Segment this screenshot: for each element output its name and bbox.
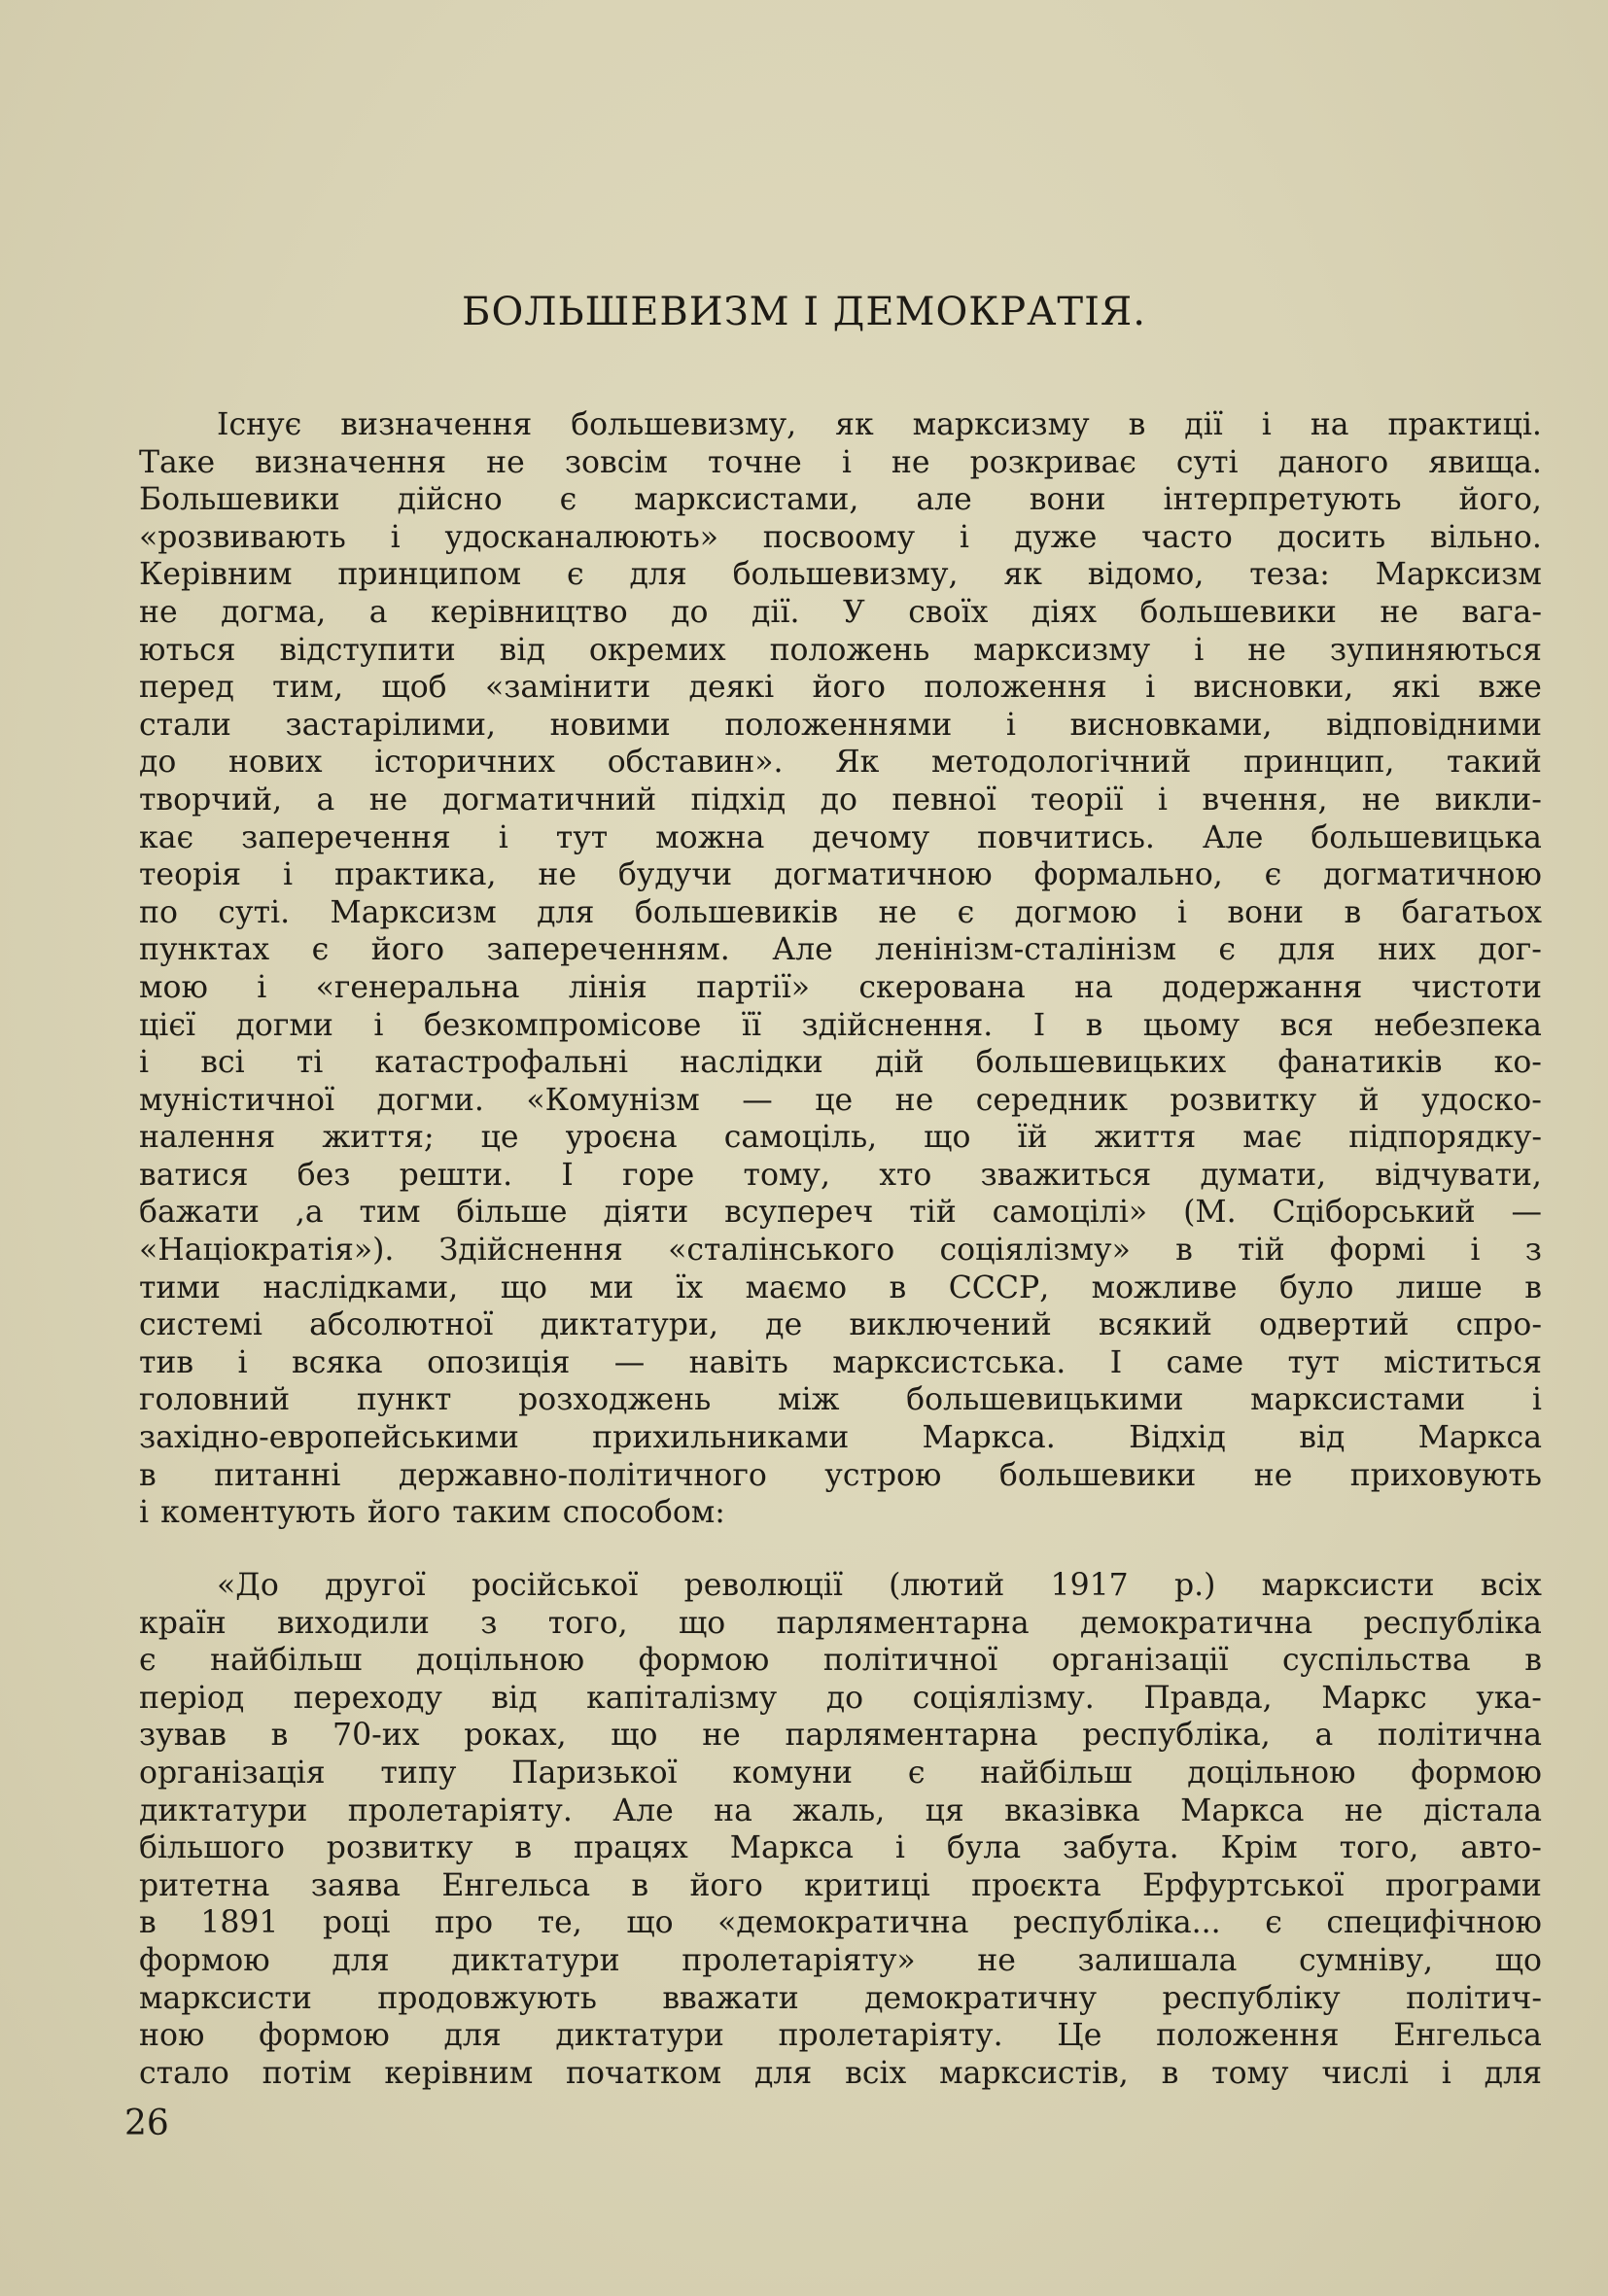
text-line: в 1891 році про те, що «демократична республіка... є специфічною xyxy=(139,1905,1542,1941)
text-line: цієї догми і безкомпромісове її здійснення. І в цьому вся небезпека xyxy=(139,1007,1542,1043)
text-line: налення життя; це уроєна самоціль, що їй життя має підпорядку- xyxy=(139,1120,1542,1156)
text-line: організація типу Паризької комуни є найбільш доцільною формою xyxy=(139,1755,1542,1791)
text-line: тими наслідками, що ми їх маємо в СССР, можливе було лише в xyxy=(139,1270,1542,1305)
text-line: в питанні державно-політичного устрою большевики не приховують xyxy=(139,1457,1542,1493)
text-line: тив і всяка опозиція — навіть марксистська. І саме тут міститься xyxy=(139,1344,1542,1380)
chapter-title: БОЛЬШЕВИЗМ І ДЕМОКРАТІЯ. xyxy=(462,290,1146,334)
text-line: творчий, а не догматичний підхід до певної теорії і вчення, не викли- xyxy=(139,782,1542,818)
text-line: головний пункт розходжень між большевицькими марксистами і xyxy=(139,1382,1542,1418)
text-line: ною формою для диктатури пролетаріяту. Це положення Енгельса xyxy=(139,2018,1542,2054)
text-line: є найбільш доцільною формою політичної організації суспільства в xyxy=(139,1643,1542,1679)
text-line: ритетна заява Енгельса в його критиці проєкта Ерфуртської програми xyxy=(139,1867,1542,1903)
text-line: «Націократія»). Здійснення «сталінського соціялізму» в тій формі і з xyxy=(139,1233,1542,1269)
text-line: марксисти продовжують вважати демократичну республіку політич- xyxy=(139,1980,1542,2016)
text-line: до нових історичних обставин». Як методологічний принцип, такий xyxy=(139,745,1542,781)
text-line: диктатури пролетаріяту. Але на жаль, ця вказівка Маркса не дістала xyxy=(139,1792,1542,1828)
text-line: Большевики дійсно є марксистами, але вони інтерпретують його, xyxy=(139,482,1542,518)
text-line: мою і «генеральна лінія партії» скерована на додержання чистоти xyxy=(139,969,1542,1005)
text-line: зував в 70-их роках, що не парляментарна республіка, а політична xyxy=(139,1718,1542,1754)
text-line: системі абсолютної диктатури, де виключений всякий одвертий спро- xyxy=(139,1307,1542,1343)
text-line: період переходу від капіталізму до соціялізму. Правда, Маркс ука- xyxy=(139,1680,1542,1716)
paragraph-2 xyxy=(139,1567,1542,2092)
text-line: перед тим, щоб «замінити деякі його положення і висновки, які вже xyxy=(139,670,1542,706)
text-line: стали застарілими, новими положеннями і висновками, відповідними xyxy=(139,707,1542,743)
text-line: більшого розвитку в працях Маркса і була забута. Крім того, авто- xyxy=(139,1830,1542,1866)
text-line: «розвивають і удосканалюють» посвоому і дуже часто досить вільно. xyxy=(139,519,1542,555)
text-line: ються відступити від окремих положень марксизму і не зупиняються xyxy=(139,632,1542,668)
text-line: західно-европейськими прихильниками Маркса. Відхід від Маркса xyxy=(139,1420,1542,1456)
text-line: «До другої російської революції (лютий 1917 р.) марксисти всіх xyxy=(217,1568,1542,1603)
text-line: і всі ті катастрофальні наслідки дій большевицьких фанатиків ко- xyxy=(139,1045,1542,1081)
text-line: ватися без решти. І горе тому, хто зважиться думати, відчувати, xyxy=(139,1157,1542,1193)
text-line: Існує визначення большевизму, як марксизму в дії і на практиці. xyxy=(217,407,1542,442)
paragraph-1 xyxy=(139,406,1542,1532)
text-line: бажати ,а тим більше діяти всупереч тій самоцілі» (М. Сціборський — xyxy=(139,1195,1542,1231)
text-line: Керівним принципом є для большевизму, як відомо, теза: Марксизм xyxy=(139,557,1542,593)
text-line: Таке визначення не зовсім точне і не розкриває суті даного явища. xyxy=(139,444,1542,480)
text-line: не догма, а керівництво до дії. У своїх діях большевики не вага- xyxy=(139,594,1542,630)
text-line: теорія і практика, не будучи догматичною формально, є догматичною xyxy=(139,857,1542,893)
text-line: країн виходили з того, що парляментарна демократична республіка xyxy=(139,1605,1542,1641)
text-line: стало потім керівним початком для всіх марксистів, в тому числі і для xyxy=(139,2055,1542,2091)
text-line: формою для диктатури пролетаріяту» не залишала сумніву, що xyxy=(139,1942,1542,1978)
text-line: і коментують його таким способом: xyxy=(139,1495,725,1531)
text-line: муністичної догми. «Комунізм — це не середник розвитку й удоско- xyxy=(139,1082,1542,1118)
page-number: 26 xyxy=(124,2104,169,2143)
text-line: кає заперечення і тут можна дечому повчитись. Але большевицька xyxy=(139,819,1542,855)
text-line: по суті. Марксизм для большевиків не є догмою і вони в багатьох xyxy=(139,894,1542,930)
text-line: пунктах є його запереченням. Але ленінізм-сталінізм є для них дог- xyxy=(139,932,1542,968)
